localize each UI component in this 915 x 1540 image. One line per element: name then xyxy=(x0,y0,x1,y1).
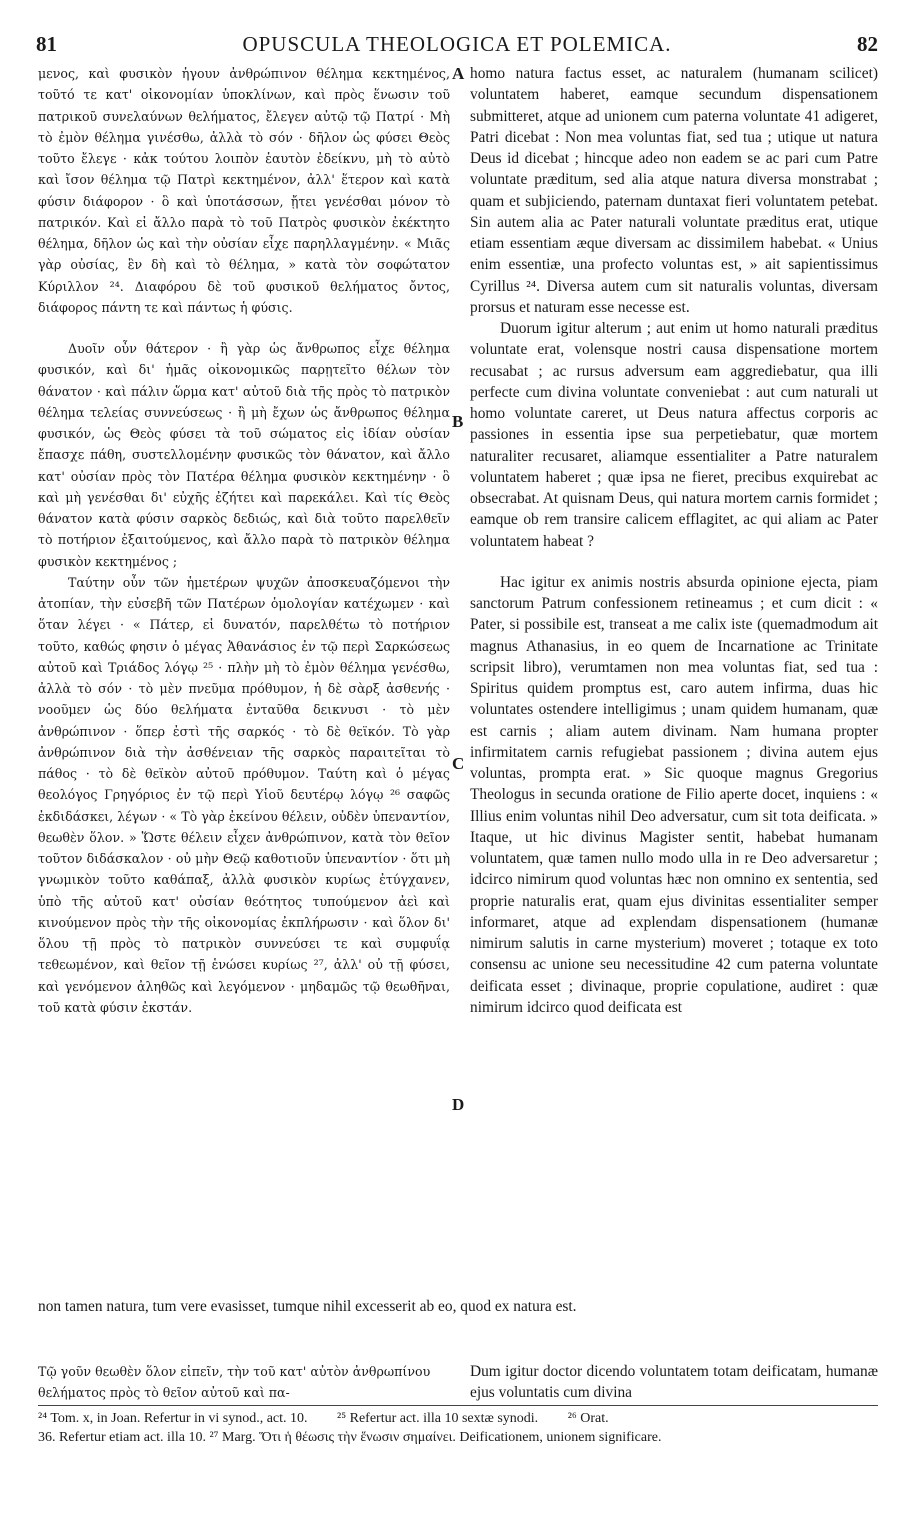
latin-paragraph-2: Duorum igitur alterum ; aut enim ut homo naturali præditus voluntate erat, volensque nostri causa dispensatione mortem recusabat ; ac rursus adversum eam aggrediebatur, qua illi perfecte cum divina voluntate conveniebat : aut cum naturali ut homo voluntate careret, ut Deus natura affectus corporis ac passiones in essentia ipse sua perpetiebatur, quæ mortem naturaliter recusaret, aliamque essentialiter a Patre naturalem voluntatem haberet ; quæ ipsa ne fieret, precibus exquirebat ac obsecrabat. At quisnam Deus, qui natura mortem carnis formidet ; eamque ob rem transire calicem efflagitet, ac qui aliam ac Pater voluntatem habeat ? xyxy=(470,320,878,550)
running-title: OPUSCULA THEOLOGICA ET POLEMICA. xyxy=(242,32,672,56)
latin-column xyxy=(470,63,878,1018)
greek-paragraph-1: μενος, καὶ φυσικὸν ἡγουν ἀνθρώπινον θέλημα κεκτημένος, τοῦτό τε κατ' οἰκονομίαν ὑποκλίνων, καὶ πρὸς ἕνωσιν τοῦ πατρικοῦ συνελαύνων θελήματος, ἔλεγεν αὐτῷ τῷ Πατρί · Μὴ τὸ ἐμὸν θέλημα γινέσθω, ἀλλὰ τὸ σόν · δῆλον ὡς φύσει Θεὸς τοῦτο ἔλεγε · κἀκ τούτου λοιπὸν ἑαυτὸν ἐδείκνυ, μὴ τὸ αὐτὸ καὶ ἴσον θέλημα τῷ Πατρὶ κεκτημένον, ἀλλ' ἕτερον καὶ κατὰ φύσιν διάφορον · ὃ καὶ ὑποτάσσων, ᾔτει γενέσθαι μόνον τὸ πατρικόν. Καὶ εἰ ἄλλο παρὰ τὸ τοῦ Πατρὸς φυσικὸν ἐκέκτητο θέλημα, δῆλον ὡς καὶ τὴν οὐσίαν εἶχε παρηλλαγμένην. « Μιᾶς γὰρ οὐσίας, ἓν δὴ καὶ τὸ θέλημα, » κατὰ τὸν σοφώτατον Κύριλλον ²⁴. Διαφόρου δὲ τοῦ φυσικοῦ θελήματος ὄντος, διάφορος πάντη τε καὶ πάντως ἡ φύσις. xyxy=(38,66,450,315)
page-number-right: 82 xyxy=(857,32,878,56)
greek-paragraph-3: Ταύτην οὖν τῶν ἡμετέρων ψυχῶν ἀποσκευαζόμενοι τὴν ἀτοπίαν, τὴν εὐσεβῆ τῶν Πατέρων ὁμολογίαν κατέχωμεν · καὶ ὅταν λέγει · « Πάτερ, εἰ δυνατόν, παρελθέτω τὸ ποτήριον τοῦτο, καθώς φησιν ὁ μέγας Ἀθανάσιος ἐν τῷ περὶ Σαρκώσεως αὐτοῦ καὶ Τριάδος λόγῳ ²⁵ · πλὴν μὴ τὸ ἐμὸν θέλημα γενέσθω, ἀλλὰ τὸ σόν · τὸ μὲν πνεῦμα πρόθυμον, ἡ δὲ σὰρξ ἀσθενής · νοοῦμεν ὡς δύο θελήματα ἐνταῦθα δεικνυσι · τὸ μὲν ἀνθρώπινον · ὅπερ ἐστὶ τῆς σαρκός · τὸ δὲ θεϊκόν. Τὸ γὰρ ἀνθρώπινον διὰ τὴν ἀσθένειαν τῆς σαρκὸς παραιτεῖται τὸ πάθος · τὸ δὲ θεϊκὸν αὐτοῦ πρόθυμον. Ταύτη καὶ ὁ μέγας θεολόγος Γρηγόριος ἐν τῷ περὶ Υἱοῦ δευτέρῳ λόγῳ ²⁶ σαφῶς ἐκδιδάσκει, λέγων · « Τὸ γὰρ ἐκείνου θέλειν, οὐδὲν ὑπεναντίον, θεωθὲν ὅλον. » Ὥστε θέλειν εἶχεν ἀνθρώπινον, κατὰ τὸν θεῖον τοῦτον διδάσκαλον · οὐ μὴν Θεῷ καθοτιοῦν ὑπεναντίον · ὅτι μὴ γνωμικὸν τοῦτο καθάπαξ, ἀλλὰ φυσικὸν κυρίως ἐτύγχανεν, ὑπὸ τῆς αὐτοῦ κατ' οὐσίαν θεότητος τυπούμενον ἀεὶ καὶ κινούμενον πρὸς τὴν τῆς οἰκονομίας ἐκπλήρωσιν · καὶ ὅλον δι' ὅλου τῇ πρὸς τὸ πατρικὸν συννεύσει τε καὶ συμφυΐᾳ τεθεωμένον, καὶ θεῖον τῇ ἑνώσει κυρίως ²⁷, ἀλλ' οὐ τῇ φύσει, καὶ γενόμενον ἀληθῶς καὶ λεγόμενον · μηδαμῶς τῷ θεωθῆναι, τοῦ κατὰ φύσιν ἐκστάν. xyxy=(38,574,450,1015)
footnote-26: ²⁶ Orat. xyxy=(567,1411,609,1426)
section-marker-d: D xyxy=(452,1095,465,1114)
page-number-left: 81 xyxy=(36,32,57,56)
footnote-24: ²⁴ Tom. x, in Joan. Refertur in vi synod., act. 10. xyxy=(38,1411,308,1426)
greek-column xyxy=(38,63,450,1018)
running-header xyxy=(36,32,878,62)
section-marker-a: A xyxy=(452,64,465,83)
full-width-latin-line: non tamen natura, tum vere evasisset, tumque nihil excesserit ab eo, quod ex natura est. xyxy=(38,1298,577,1315)
greek-paragraph-2: Δυοῖν οὖν θάτερον · ἢ γὰρ ὡς ἄνθρωπος εἶχε θέλημα φυσικόν, καὶ δι' ἡμᾶς οἰκονομικῶς παρῃτεῖτο θέλων τὸν θάνατον · καὶ πάλιν ὥρμα κατ' αὐτοῦ διὰ τῆς πρὸς τὸ πατρικὸν θέλημα τελείας συννεύσεως · ἢ μὴ ἔχων ὡς ἄνθρωπος θέλημα φυσικόν, ὡς Θεὸς φύσει τὰ τοῦ σώματος εἰς ἰδίαν οὐσίαν ἔπασχε πάθη, συστελλομένην φυσικῶς τὸν θάνατον, καὶ ἄλλο κατ' οὐσίαν πρὸς τὸν Πατέρα θέλημα φυσικὸν κεκτημένην · ὃ καὶ μὴ γενέσθαι δι' εὐχῆς ἐζήτει καὶ παρεκάλει. Καὶ τίς Θεὸς θάνατον κατὰ φύσιν σαρκὸς δεδιώς, καὶ διὰ τοῦτο παρελθεῖν τὸ ποτήριον ἐξαιτούμενος, καὶ ἄλλο παρὰ τὸ πατρικὸν θέλημα φυσικὸν κεκτημένος ; xyxy=(38,341,450,569)
section-marker-b: B xyxy=(452,412,464,431)
footnotes xyxy=(38,1409,878,1447)
section-marker-c: C xyxy=(452,754,465,773)
footnote-divider xyxy=(38,1405,878,1406)
latin-paragraph-1: homo natura factus esset, ac naturalem (humanam scilicet) voluntatem haberet, eamque secundum dispensationem submitteret, atque ad unionem cum paterna voluntate 41 adigeret, Patri dicebat : Non mea voluntas fiat, sed tua ; utique ut natura Deus id dicebat ; hincque adeo non eadem se ac pari cum Patre voluntate præditum, sed alia atque natura diversa monstrabat ; quam et subjiciendo, paternam duntaxat fieri voluntatem petebat. Sin autem alia ac Pater naturali voluntate præditus erat, utique etiam essentiam æque diversam ac dissimilem habebat. « Unius enim essentiæ, una profecto voluntas est, » ait sapientissimus Cyrillus ²⁴. Diversa autem cum sit naturalis voluntas, diversam prorsus et naturam esse necesse est. xyxy=(470,65,878,316)
footnote-line-1 xyxy=(38,1409,878,1428)
footnote-line-2: 36. Refertur etiam act. illa 10. ²⁷ Marg. Ὅτι ἡ θέωσις τὴν ἕνωσιν σημαίνει. Deificationem, unionem significare. xyxy=(38,1430,662,1445)
latin-bottom-paragraph: Dum igitur doctor dicendo voluntatem totam deificatam, humanæ ejus voluntatis cum divina xyxy=(470,1363,878,1401)
greek-bottom-paragraph: Τῷ γοῦν θεωθὲν ὅλον εἰπεῖν, τὴν τοῦ κατ' αὐτὸν ἀνθρωπίνου θελήματος πρὸς τὸ θεῖον αὐτοῦ καὶ πα- xyxy=(38,1364,431,1400)
latin-paragraph-3: Hac igitur ex animis nostris absurda opinione ejecta, piam sanctorum Patrum confessionem retineamus ; et cum dicit : « Pater, si possibile est, transeat a me calix iste (quemadmodum ait magnus Athanasius, in eo quem de Incarnatione ac Trinitate scripsit libro), verumtamen non mea voluntas fiat, sed tua : Spiritus quidem promptus est, caro autem infirma, duas hic voluntates ostendere intelligimus ; unam quidem humanam, quæ est carnis ; aliam autem divinam. Nam humana propter infirmitatem carnis refugiebat passionem ; divina autem ejus voluntas, prompta erat. » Sic quoque magnus Gregorius Theologus in secunda oratione de Filio aperte docet, inquiens : « Illius enim voluntas nihil Deo adversatur, cum sit tota deificata. » Itaque, ut hic divinus Magister sentit, habebat humanam voluntatem, quæ tamen nullo modo ulla in re Deo adversaretur ; idcirco nimirum quod voluntas hæc non omnino ex sententia, sed proprie naturalis erat, quam ejus divinitas essentialiter semper informaret, atque ad explendam dispensationem (humanæ nimirum salutis in carne mysterium) moveret ; totaque ex toto consensu ac unione seu necessitudine 42 cum paterna voluntate deificata esset ; divinaque, proprie copulatione, audiret : quæ nimirum idcirco quod deificata est xyxy=(470,573,878,1016)
footnote-25: ²⁵ Refertur act. illa 10 sextæ synodi. xyxy=(337,1411,539,1426)
